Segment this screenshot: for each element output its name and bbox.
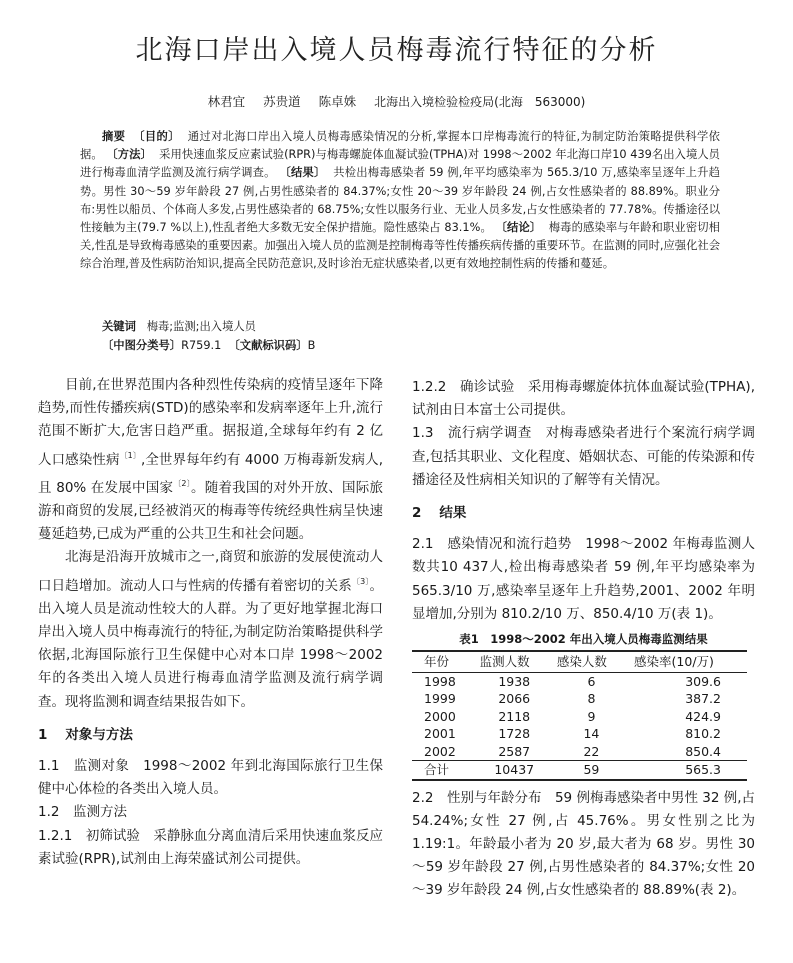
cell-total-label: 合计 — [412, 761, 476, 780]
cell-tested: 10437 — [476, 761, 553, 780]
text: ,全世界每年约有 4000 万梅毒新发病人,且 80% 在发展中国家 — [38, 451, 384, 496]
objective-label: 〔目的〕 — [133, 130, 180, 143]
clc-code: R759.1 — [181, 339, 222, 352]
subsection-1-2: 1.2 监测方法 — [38, 804, 127, 821]
author-line — [0, 92, 793, 110]
results-label: 〔结果〕 — [279, 166, 326, 180]
cell-infected: 14 — [583, 726, 600, 742]
cell-rate: 810.2 — [685, 726, 721, 742]
citation-ref[interactable]: 〔2〕 — [173, 478, 191, 488]
column-header: 感染率(10/万) — [630, 651, 747, 672]
table-total-row — [412, 761, 747, 780]
subsection-1-1: 1.1 监测对象 1998～2002 年到北海国际旅行卫生保健中心体检的各类出入境人员。 — [38, 758, 383, 798]
cell-rate: 850.4 — [685, 743, 721, 759]
keywords-label: 关键词 — [102, 320, 136, 333]
cell-year: 2000 — [424, 708, 456, 724]
text: 北海是沿海开放城市之一,商贸和旅游的发展使流动人口日趋增加。流动人口与性病的传播有着密切的关系 — [38, 549, 383, 594]
cell-tested: 2066 — [498, 691, 531, 707]
keywords-value: 梅毒;监测;出入境人员 — [146, 320, 256, 333]
keywords — [102, 318, 256, 334]
subsection-1-3: 1.3 流行病学调查 对梅毒感染者进行个案流行病学调查,包括其职业、文化程度、婚姻状态、可能的传染源和传播途径及性病相关知识的了解等有关情况。 — [412, 425, 755, 488]
cell-rate: 424.9 — [685, 708, 721, 724]
cell-infected: 22 — [583, 743, 600, 759]
section-title: 对象与方法 — [65, 726, 133, 743]
author-name: 苏贵道 — [263, 94, 301, 109]
column-header: 感染人数 — [553, 651, 630, 672]
column-header: 年份 — [412, 651, 476, 672]
author-name: 林君宜 — [207, 94, 246, 109]
table-row — [412, 743, 747, 761]
cell-year: 1998 — [424, 673, 456, 689]
section-heading — [38, 724, 383, 747]
cell-year: 1999 — [424, 691, 456, 707]
cell-infected: 8 — [587, 691, 596, 707]
methods-text: 采用快速血浆反应素试验(RPR)与梅毒螺旋体血凝试验(TPHA)对 1998～2002 年北海口岸10 439名出入境人员进行梅毒血清学监测及流行病学调查。 — [80, 148, 720, 180]
cell-rate: 565.3 — [630, 761, 747, 780]
text: 目前,在世界范围内各种烈性传染病的疫情呈逐年下降趋势,而性传播疾病(STD)的感染率和发病率逐年上升,流行范围不断扩大,危害日趋严重。据报道,全球每年约有 2 亿人口感染性病 — [38, 377, 383, 468]
left-column — [38, 374, 383, 871]
text: 。随着我国的对外开放、国际旅游和商贸的发展,已经被消灭的梅毒等传统经典性病呈快速蔓延趋势,已成为严重的公共卫生和社会问题。 — [38, 479, 384, 543]
cell-tested: 1938 — [498, 673, 531, 689]
author-name: 陈卓姝 — [318, 94, 357, 109]
cell-rate: 387.2 — [685, 691, 721, 707]
author-affiliation: 北海出入境检验检疫局(北海 563000) — [374, 95, 586, 109]
abstract — [80, 128, 720, 274]
classification — [102, 337, 315, 353]
results-table — [412, 650, 747, 781]
citation-ref[interactable]: 〔1〕 — [119, 450, 141, 460]
cell-tested: 2587 — [498, 743, 531, 759]
subsection-2-1: 2.1 感染情况和流行趋势 1998～2002 年梅毒监测人数共10 437人,检出梅毒感染者 59 例,年平均感染率为 565.3/10 万,感染率呈逐年上升趋势,2001、2002 年明显增加,分别为 810.2/10 万、850.4/10 万(表 1)。 — [412, 536, 755, 622]
section-number: 1 — [38, 726, 48, 743]
cell-infected: 6 — [587, 673, 596, 689]
cell-tested: 2118 — [498, 708, 531, 724]
methods-label: 〔方法〕 — [106, 148, 152, 162]
intro-paragraph-1 — [38, 374, 383, 546]
objective-text: 通过对北海口岸出入境人员梅毒感染情况的分析,掌握本口岸梅毒流行的特征,为制定防治策略提供科学依据。 — [80, 130, 720, 162]
section-title: 结果 — [439, 505, 467, 522]
intro-paragraph-2 — [38, 546, 383, 713]
table-row — [412, 672, 747, 690]
right-column — [412, 376, 755, 903]
subsection-2-2: 2.2 性别与年龄分布 59 例梅毒感染者中男性 32 例,占 54.24%;女性 27 例,占 45.76%。男女性别之比为 1.19:1。年龄最小者为 20 岁,最大者为 68 岁。男性 30～59 岁年龄段 27 例,占男性感染者的 84.37%;女性 20～39 岁年龄段 24 例,占女性感染者的 88.89%(表 2)。 — [412, 789, 755, 899]
text: 。出入境人员是流动性较大的人群。为了更好地掌握北海口岸出入境人员中梅毒流行的特征,为制定防治策略提供科学依据,北海国际旅行卫生保健中心对本口岸 1998～2002 年的各类出入境人员进行梅毒血清学监测及流行病学调查。现将监测和调查结果报告如下。 — [38, 577, 384, 710]
cell-tested: 1728 — [498, 726, 531, 742]
section-heading — [412, 502, 755, 525]
clc-label: 〔中图分类号〕 — [102, 339, 182, 352]
table-row — [412, 725, 747, 743]
cell-infected: 9 — [587, 708, 596, 724]
abstract-label: 摘要 — [102, 130, 126, 143]
table-row — [412, 690, 747, 708]
section-number: 2 — [412, 505, 422, 522]
conclusion-text: 梅毒的感染率与年龄和职业密切相关,性乱是导致梅毒感染的重要因素。加强出入境人员的监测是控制梅毒等性传播疾病传播的重要环节。在监测的同时,应强化社会综合治理,普及性病防治知识,提高全民防范意识,及时诊治无症状感染者,以更有效地控制性病的传播和蔓延。 — [80, 221, 720, 271]
column-header: 监测人数 — [476, 651, 553, 672]
paper-title: 北海口岸出入境人员梅毒流行特征的分析 — [135, 35, 658, 66]
doc-code-label: 〔文献标识码〕 — [228, 339, 308, 352]
subsection-1-2-2: 1.2.2 确诊试验 采用梅毒螺旋体抗体血凝试验(TPHA),试剂由日本富士公司提供。 — [412, 379, 755, 419]
doc-code: B — [307, 339, 316, 352]
table-row — [412, 708, 747, 726]
cell-rate: 309.6 — [685, 673, 721, 689]
subsection-1-2-1: 1.2.1 初筛试验 采静脉血分离血清后采用快速血浆反应素试验(RPR),试剂由上海荣盛试剂公司提供。 — [38, 827, 383, 867]
table-caption: 表1 1998～2002 年出入境人员梅毒监测结果 — [459, 632, 708, 647]
conclusion-label: 〔结论〕 — [495, 221, 542, 235]
table-header-row — [412, 651, 747, 672]
citation-ref[interactable]: 〔3〕 — [351, 576, 370, 586]
cell-year: 2002 — [424, 743, 456, 759]
cell-infected: 59 — [553, 761, 630, 780]
cell-year: 2001 — [424, 726, 456, 742]
results-text: 共检出梅毒感染者 59 例,年平均感染率为 565.3/10 万,感染率呈逐年上升趋势。男性 30～59 岁年龄段 27 例,占男性感染者的 84.37%;女性 20～39 岁年龄段 24 例,占女性感染者的 88.89%。职业分布:男性以船员、个体商人多发,占男性感染者的 68.75%;女性以服务行业、无业人员多发,占女性感染者的 77.78%。传播途径以性接触为主(79.7 %以上),性乱者绝大多数无安全保护措施。隐性感染占 83.1%。 — [80, 166, 720, 235]
